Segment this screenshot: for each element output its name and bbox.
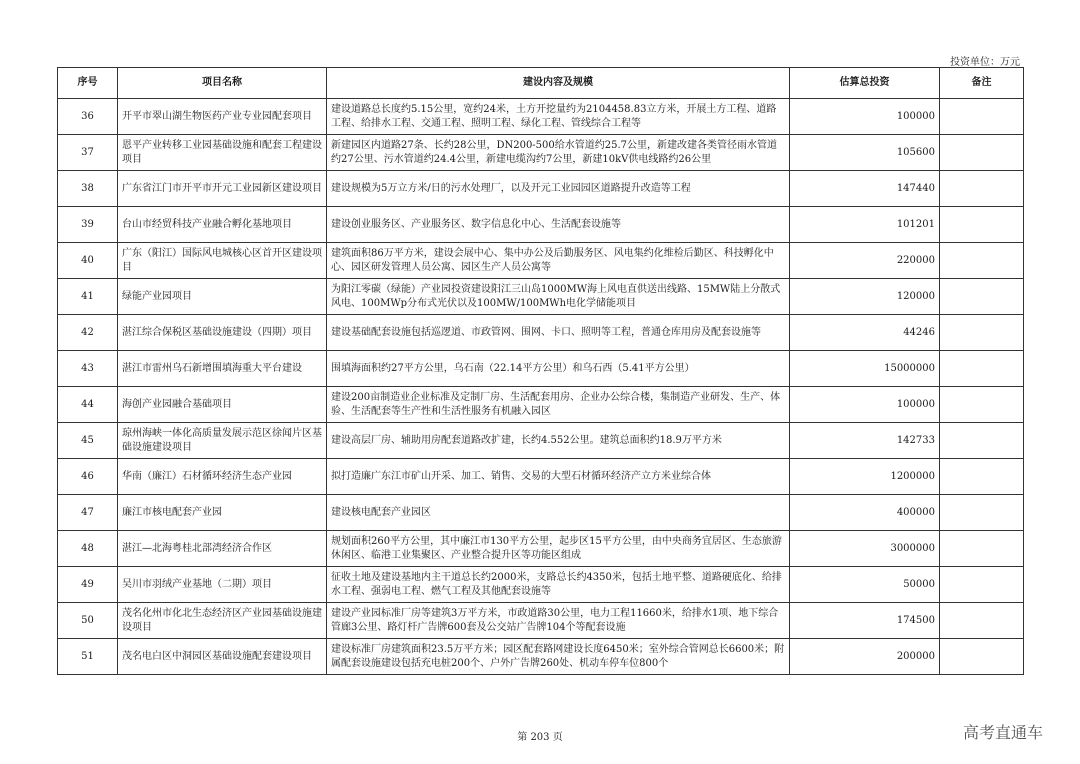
table-row	[58, 639, 1024, 675]
table-row	[58, 171, 1024, 207]
cell-project-name: 茂名电白区中洞园区基础设施配套建设项目	[118, 639, 327, 675]
cell-remark	[940, 567, 1024, 603]
cell-seq: 44	[58, 387, 118, 423]
cell-investment: 100000	[790, 99, 940, 135]
cell-project-name: 绿能产业园项目	[118, 279, 327, 315]
table-row	[58, 279, 1024, 315]
cell-project-name: 廉江市核电配套产业园	[118, 495, 327, 531]
cell-content-scale: 拟打造廉广东江市矿山开采、加工、销售、交易的大型石材循环经济产立方米业综合体	[327, 459, 790, 495]
table-row	[58, 351, 1024, 387]
cell-project-name: 台山市经贸科技产业融合孵化基地项目	[118, 207, 327, 243]
cell-content-scale: 建设创业服务区、产业服务区、数字信息化中心、生活配套设施等	[327, 207, 790, 243]
cell-seq: 37	[58, 135, 118, 171]
cell-remark	[940, 387, 1024, 423]
cell-seq: 45	[58, 423, 118, 459]
cell-investment: 142733	[790, 423, 940, 459]
table-row	[58, 207, 1024, 243]
table-row	[58, 99, 1024, 135]
cell-project-name: 开平市翠山湖生物医药产业专业园配套项目	[118, 99, 327, 135]
cell-investment: 50000	[790, 567, 940, 603]
cell-investment: 101201	[790, 207, 940, 243]
cell-investment: 400000	[790, 495, 940, 531]
table-row	[58, 495, 1024, 531]
cell-investment: 1200000	[790, 459, 940, 495]
header-seq: 序号	[58, 68, 118, 99]
cell-content-scale: 建筑面积86万平方米，建设会展中心、集中办公及后勤服务区、风电集约化维检后勤区、科技孵化中心、园区研发管理人员公寓、园区生产人员公寓等	[327, 243, 790, 279]
cell-investment: 44246	[790, 315, 940, 351]
cell-content-scale: 建设道路总长度约5.15公里，宽约24米，土方开挖量约为2104458.83立方米，开展土方工程、道路工程、给排水工程、交通工程、照明工程、绿化工程、管线综合工程等	[327, 99, 790, 135]
cell-investment: 15000000	[790, 351, 940, 387]
table-row	[58, 315, 1024, 351]
table-row	[58, 423, 1024, 459]
cell-remark	[940, 423, 1024, 459]
table-row	[58, 135, 1024, 171]
table-row	[58, 243, 1024, 279]
table-row	[58, 603, 1024, 639]
cell-investment: 200000	[790, 639, 940, 675]
cell-seq: 38	[58, 171, 118, 207]
cell-investment: 105600	[790, 135, 940, 171]
cell-content-scale: 规划面积260平方公里，其中廉江市130平方公里，起步区15平方公里，由中央商务宜居区、生态旅游休闲区、临港工业集聚区、产业整合提升区等功能区组成	[327, 531, 790, 567]
investment-unit-label: 投资单位：万元	[950, 57, 1020, 68]
cell-remark	[940, 171, 1024, 207]
cell-remark	[940, 315, 1024, 351]
table-row	[58, 531, 1024, 567]
cell-seq: 41	[58, 279, 118, 315]
header-project-name: 项目名称	[118, 68, 327, 99]
cell-content-scale: 建设基础配套设施包括巡逻道、市政管网、围网、卡口、照明等工程，普通仓库用房及配套设施等	[327, 315, 790, 351]
header-content-scale: 建设内容及规模	[327, 68, 790, 99]
cell-seq: 43	[58, 351, 118, 387]
cell-seq: 50	[58, 603, 118, 639]
project-table	[57, 67, 1024, 675]
cell-seq: 40	[58, 243, 118, 279]
cell-content-scale: 征收土地及建设基地内主干道总长约2000米，支路总长约4350米，包括土地平整、道路硬底化、给排水工程、强弱电工程、燃气工程及其他配套设施等	[327, 567, 790, 603]
cell-remark	[940, 531, 1024, 567]
cell-project-name: 湛江市雷州乌石新增围填海重大平台建设	[118, 351, 327, 387]
cell-content-scale: 建设200亩制造业企业标准及定制厂房、生活配套用房、企业办公综合楼，集制造产业研发、生产、体验、生活配套等生产性和生活性服务有机融入园区	[327, 387, 790, 423]
cell-remark	[940, 603, 1024, 639]
cell-remark	[940, 351, 1024, 387]
cell-remark	[940, 495, 1024, 531]
cell-content-scale: 建设产业园标准厂房等建筑3万平方米，市政道路30公里，电力工程11660米，给排水1项、地下综合管廊3公里、路灯杆广告牌600套及公交站广告牌104个等配套设施	[327, 603, 790, 639]
cell-investment: 174500	[790, 603, 940, 639]
cell-investment: 120000	[790, 279, 940, 315]
cell-investment: 3000000	[790, 531, 940, 567]
cell-project-name: 华南（廉江）石材循环经济生态产业园	[118, 459, 327, 495]
cell-content-scale: 围填海面积约27平方公里，乌石南（22.14平方公里）和乌石西（5.41平方公里）	[327, 351, 790, 387]
cell-content-scale: 建设高层厂房、辅助用房配套道路改扩建，长约4.552公里。建筑总面积约18.9万平方米	[327, 423, 790, 459]
cell-seq: 47	[58, 495, 118, 531]
cell-content-scale: 新建园区内道路27条、长约28公里，DN200-500给水管道约25.7公里，新建改建各类管径雨水管道约27公里、污水管道约24.4公里，新建电缆沟约7公里，新建10kV供电线路约26公里	[327, 135, 790, 171]
cell-investment: 100000	[790, 387, 940, 423]
cell-project-name: 吴川市羽绒产业基地（二期）项目	[118, 567, 327, 603]
cell-seq: 36	[58, 99, 118, 135]
cell-project-name: 茂名化州市化北生态经济区产业园基础设施建设项目	[118, 603, 327, 639]
header-remark: 备注	[940, 68, 1024, 99]
cell-content-scale: 建设核电配套产业园区	[327, 495, 790, 531]
page-number: 第 203 页	[517, 732, 563, 743]
cell-content-scale: 建设标准厂房建筑面积23.5万平方米；园区配套路网建设长度6450米；室外综合管网总长6600米；附属配套设施建设包括充电桩200个、户外广告牌260处、机动车停车位800个	[327, 639, 790, 675]
cell-remark	[940, 243, 1024, 279]
cell-seq: 49	[58, 567, 118, 603]
table-row	[58, 387, 1024, 423]
cell-investment: 220000	[790, 243, 940, 279]
cell-seq: 42	[58, 315, 118, 351]
table-header-row	[58, 68, 1024, 99]
table-row	[58, 567, 1024, 603]
cell-remark	[940, 135, 1024, 171]
cell-content-scale: 建设规模为5万立方米/日的污水处理厂，以及开元工业园园区道路提升改造等工程	[327, 171, 790, 207]
cell-project-name: 湛江综合保税区基础设施建设（四期）项目	[118, 315, 327, 351]
cell-project-name: 湛江—北海粤桂北部湾经济合作区	[118, 531, 327, 567]
cell-project-name: 恩平产业转移工业园基础设施和配套工程建设项目	[118, 135, 327, 171]
cell-investment: 147440	[790, 171, 940, 207]
cell-remark	[940, 99, 1024, 135]
table-row	[58, 459, 1024, 495]
cell-remark	[940, 459, 1024, 495]
cell-project-name: 琼州海峡一体化高质量发展示范区徐闻片区基础设施建设项目	[118, 423, 327, 459]
cell-project-name: 海创产业园融合基础项目	[118, 387, 327, 423]
cell-seq: 46	[58, 459, 118, 495]
cell-seq: 48	[58, 531, 118, 567]
cell-project-name: 广东省江门市开平市开元工业园新区建设项目	[118, 171, 327, 207]
cell-seq: 39	[58, 207, 118, 243]
watermark-text: 高考直通车	[963, 723, 1044, 742]
cell-project-name: 广东（阳江）国际风电城核心区首开区建设项目	[118, 243, 327, 279]
cell-content-scale: 为阳江零碳（绿能）产业园投资建设阳江三山岛1000MW海上风电直供送出线路、15MW陆上分散式风电、100MWp分布式光伏以及100MW/100MWh电化学储能项目	[327, 279, 790, 315]
cell-seq: 51	[58, 639, 118, 675]
header-investment: 估算总投资	[790, 68, 940, 99]
cell-remark	[940, 639, 1024, 675]
cell-remark	[940, 207, 1024, 243]
cell-remark	[940, 279, 1024, 315]
